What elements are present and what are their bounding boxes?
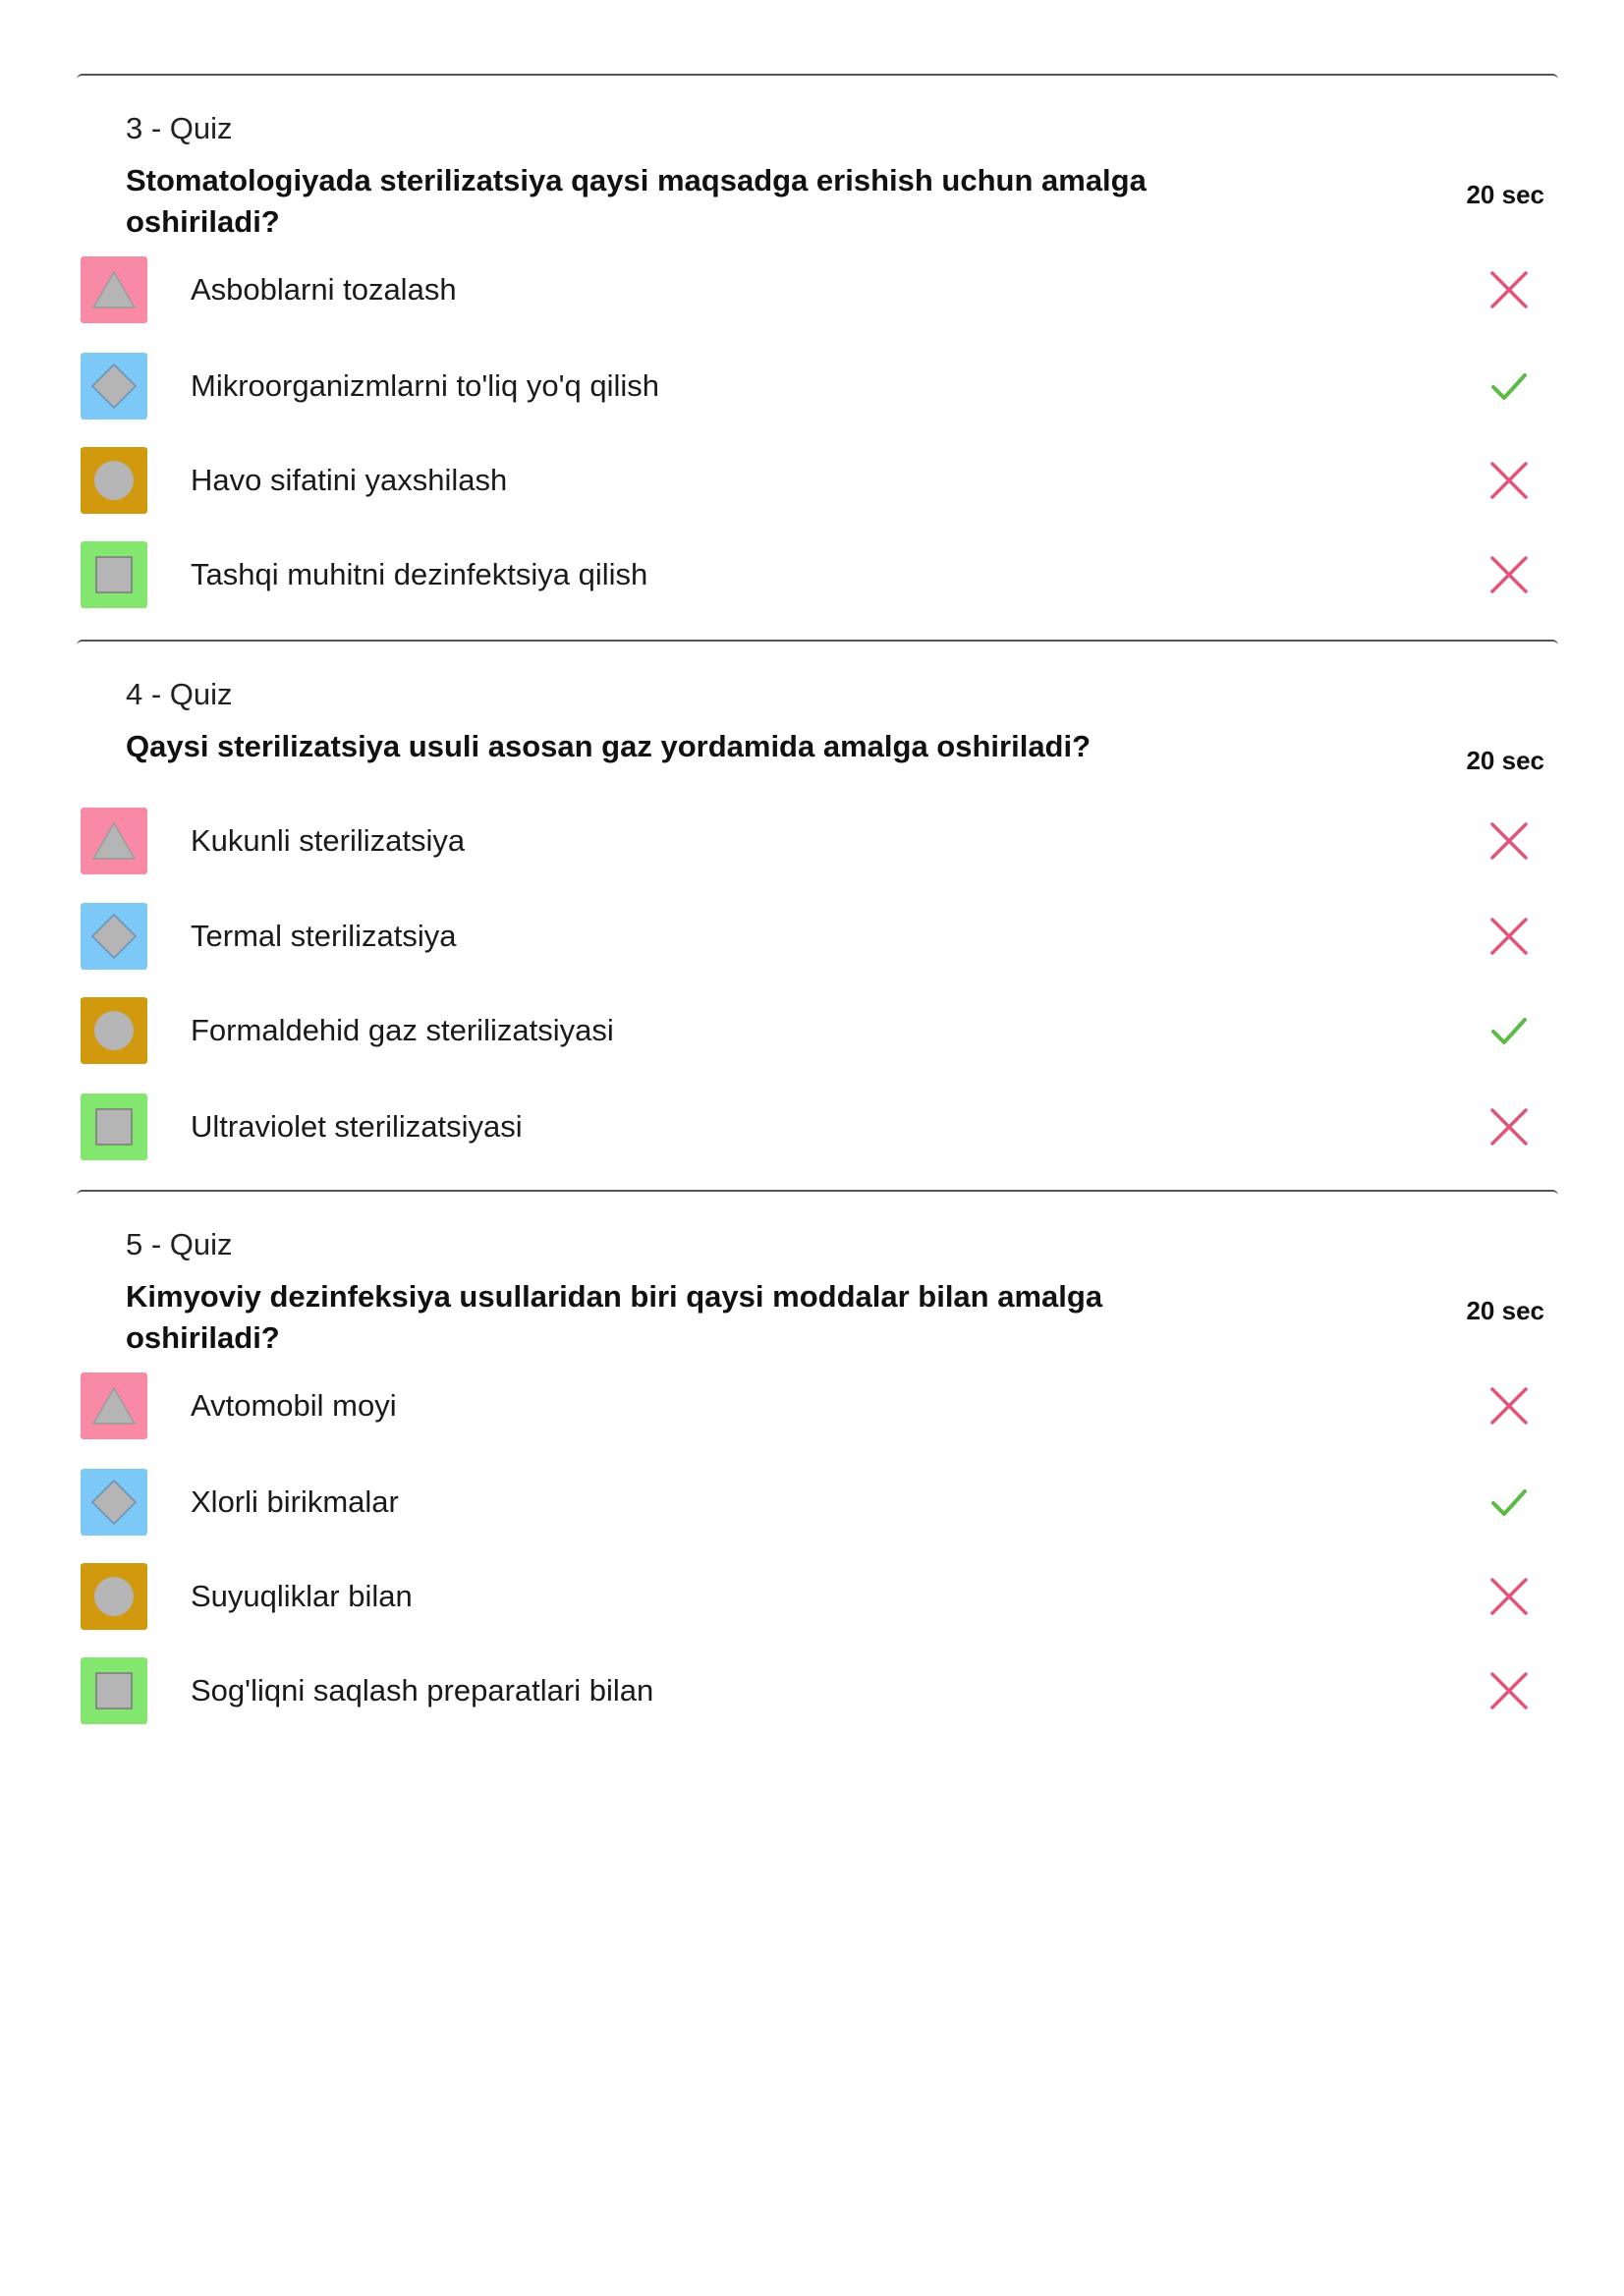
answer-option (81, 808, 1554, 874)
answer-option (81, 1372, 1554, 1439)
answer-option (81, 997, 1554, 1064)
answer-text: Formaldehid gaz sterilizatsiyasi (191, 1013, 614, 1047)
quiz-number: 3 - Quiz (126, 111, 233, 145)
answer-text: Havo sifatini yaxshilash (191, 463, 508, 497)
answer-text: Tashqi muhitni dezinfektsiya qilish (191, 557, 648, 591)
quiz-card (77, 1190, 1558, 1742)
answer-text: Asboblarni tozalash (191, 272, 457, 307)
question-text: Kimyoviy dezinfeksiya usullaridan biri qaysi moddalar bilan amalga oshiriladi? (126, 1279, 1103, 1355)
quiz-card (77, 74, 1558, 644)
wrong-icon (1489, 821, 1529, 861)
circle-icon (81, 997, 147, 1064)
triangle-icon (81, 1372, 147, 1439)
answer-option (81, 903, 1554, 970)
question-text: Stomatologiyada sterilizatsiya qaysi maqsadga erishish uchun amalga oshiriladi? (126, 163, 1147, 239)
diamond-icon (81, 353, 147, 420)
square-icon (81, 1657, 147, 1724)
answer-text: Termal sterilizatsiya (191, 919, 457, 953)
time-limit: 20 sec (1466, 1296, 1544, 1325)
answer-text: Kukunli sterilizatsiya (191, 823, 466, 858)
wrong-icon (1489, 270, 1529, 309)
wrong-icon (1489, 555, 1529, 594)
wrong-icon (1489, 1107, 1529, 1147)
answer-option (81, 447, 1554, 514)
circle-icon (81, 447, 147, 514)
answer-option (81, 1469, 1554, 1536)
triangle-icon (81, 808, 147, 874)
quiz-number: 5 - Quiz (126, 1227, 233, 1261)
answer-text: Mikroorganizmlarni to'liq yo'q qilish (191, 368, 660, 403)
answer-option (81, 256, 1554, 323)
quiz-number: 4 - Quiz (126, 677, 233, 711)
circle-icon (81, 1563, 147, 1630)
diamond-icon (81, 903, 147, 970)
answer-text: Ultraviolet sterilizatsiyasi (191, 1109, 523, 1144)
answer-option (81, 1563, 1554, 1630)
time-limit: 20 sec (1466, 180, 1544, 209)
wrong-icon (1489, 1671, 1529, 1710)
answer-option (81, 541, 1554, 608)
square-icon (81, 1093, 147, 1160)
answer-option (81, 353, 1554, 420)
triangle-icon (81, 256, 147, 323)
diamond-icon (81, 1469, 147, 1536)
answer-text: Xlorli birikmalar (191, 1484, 399, 1519)
correct-icon (1489, 366, 1529, 406)
wrong-icon (1489, 1577, 1529, 1616)
answer-text: Avtomobil moyi (191, 1388, 397, 1423)
answer-text: Suyuqliklar bilan (191, 1579, 413, 1613)
time-limit: 20 sec (1466, 746, 1544, 775)
answer-text: Sog'liqni saqlash preparatlari bilan (191, 1673, 654, 1708)
square-icon (81, 541, 147, 608)
answer-option (81, 1657, 1554, 1724)
wrong-icon (1489, 1386, 1529, 1426)
wrong-icon (1489, 917, 1529, 956)
quiz-card (77, 640, 1558, 1190)
answer-option (81, 1093, 1554, 1160)
question-text: Qaysi sterilizatsiya usuli asosan gaz yordamida amalga oshiriladi? (126, 729, 1092, 763)
wrong-icon (1489, 461, 1529, 500)
correct-icon (1489, 1011, 1529, 1050)
correct-icon (1489, 1483, 1529, 1522)
